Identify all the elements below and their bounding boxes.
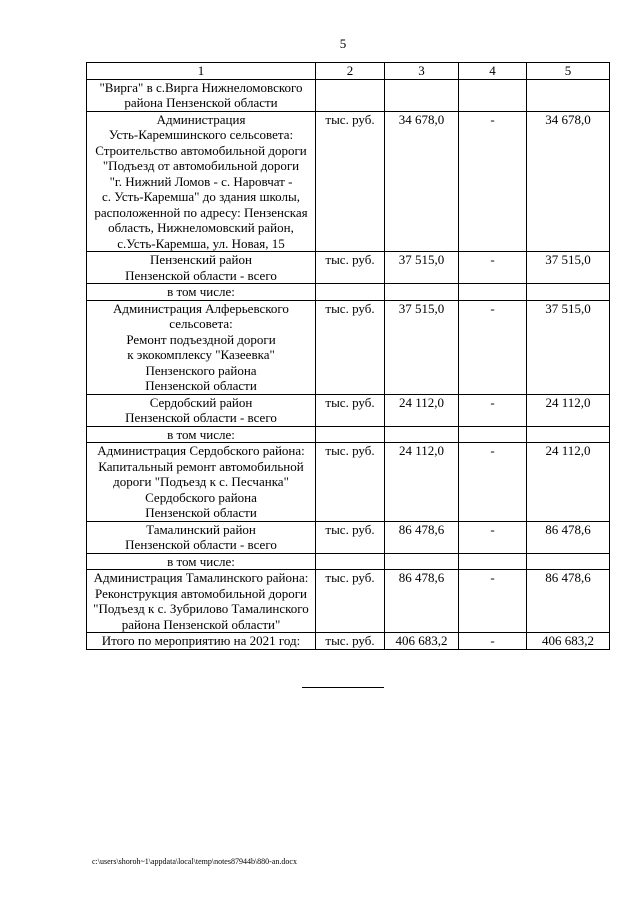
col3-value-cell: 24 112,0: [385, 394, 459, 426]
unit-cell: тыс. руб.: [316, 443, 385, 522]
table-row: [87, 79, 610, 111]
col3-value-cell: [385, 284, 459, 301]
col3-value-cell: 86 478,6: [385, 521, 459, 553]
header-cell-2: 2: [316, 63, 385, 80]
col3-value-cell: 37 515,0: [385, 300, 459, 394]
col3-value-cell: [385, 553, 459, 570]
table-row: [87, 443, 610, 522]
col5-value-cell: [527, 553, 610, 570]
col5-value-cell: 24 112,0: [527, 394, 610, 426]
file-path-footer: c:\users\shoroh~1\appdata\local\temp\notes87944b\880-an.docx: [92, 857, 297, 866]
col4-value-cell: -: [459, 252, 527, 284]
unit-cell: [316, 553, 385, 570]
header-cell-3: 3: [385, 63, 459, 80]
col3-value-cell: [385, 426, 459, 443]
row-label-cell: Тамалинский район Пензенской области - всего: [87, 521, 316, 553]
col4-value-cell: [459, 79, 527, 111]
col4-value-cell: -: [459, 633, 527, 650]
col5-value-cell: [527, 426, 610, 443]
unit-cell: [316, 284, 385, 301]
district-total-row: [87, 521, 610, 553]
header-cell-4: 4: [459, 63, 527, 80]
district-total-row: [87, 252, 610, 284]
row-label-cell: в том числе:: [87, 553, 316, 570]
col5-value-cell: [527, 284, 610, 301]
table-header-row: [87, 63, 610, 80]
subheading-row: [87, 426, 610, 443]
row-label-cell: в том числе:: [87, 284, 316, 301]
col5-value-cell: 86 478,6: [527, 521, 610, 553]
subheading-row: [87, 553, 610, 570]
unit-cell: [316, 79, 385, 111]
unit-cell: тыс. руб.: [316, 570, 385, 633]
col5-value-cell: 406 683,2: [527, 633, 610, 650]
row-label-cell: Итого по мероприятию на 2021 год:: [87, 633, 316, 650]
page-number: 5: [339, 36, 347, 51]
unit-cell: тыс. руб.: [316, 252, 385, 284]
grand-total-row: [87, 633, 610, 650]
table-row: [87, 111, 610, 252]
unit-cell: [316, 426, 385, 443]
col4-value-cell: -: [459, 111, 527, 252]
district-total-row: [87, 394, 610, 426]
header-cell-5: 5: [527, 63, 610, 80]
row-label-cell: Администрация Усть-Каремшинского сельсовета: Строительство автомобильной дороги "Подъезд от автомобильной дороги "г. Нижний Ломов - с. Наровчат - с. Усть-Каремша" до здания школы, расположенной по адресу: Пензенская область, Нижнеломовский район, с.Усть-Каремша, ул. Новая, 15: [87, 111, 316, 252]
col4-value-cell: -: [459, 521, 527, 553]
row-label-cell: Пензенский район Пензенской области - всего: [87, 252, 316, 284]
col5-value-cell: [527, 79, 610, 111]
end-of-document-rule: [302, 687, 384, 688]
row-label-cell: в том числе:: [87, 426, 316, 443]
col4-value-cell: [459, 284, 527, 301]
row-label-cell: "Вирга" в с.Вирга Нижнеломовского района Пензенской области: [87, 79, 316, 111]
col4-value-cell: -: [459, 570, 527, 633]
row-label-cell: Администрация Сердобского района: Капитальный ремонт автомобильной дороги "Подъезд к с. Песчанка" Сердобского района Пензенской области: [87, 443, 316, 522]
data-table: [86, 62, 610, 650]
col3-value-cell: 37 515,0: [385, 252, 459, 284]
col5-value-cell: 37 515,0: [527, 252, 610, 284]
col4-value-cell: -: [459, 300, 527, 394]
col5-value-cell: 34 678,0: [527, 111, 610, 252]
unit-cell: тыс. руб.: [316, 633, 385, 650]
table-row: [87, 570, 610, 633]
subheading-row: [87, 284, 610, 301]
row-label-cell: Администрация Алферьевского сельсовета: Ремонт подъездной дороги к экокомплексу "Казеевка" Пензенского района Пензенской области: [87, 300, 316, 394]
row-label-cell: Сердобский район Пензенской области - всего: [87, 394, 316, 426]
col3-value-cell: 24 112,0: [385, 443, 459, 522]
col4-value-cell: [459, 426, 527, 443]
col4-value-cell: [459, 553, 527, 570]
col4-value-cell: -: [459, 443, 527, 522]
unit-cell: тыс. руб.: [316, 111, 385, 252]
header-cell-1: 1: [87, 63, 316, 80]
col5-value-cell: 37 515,0: [527, 300, 610, 394]
col3-value-cell: 86 478,6: [385, 570, 459, 633]
col3-value-cell: 34 678,0: [385, 111, 459, 252]
table-row: [87, 300, 610, 394]
row-label-cell: Администрация Тамалинского района: Реконструкция автомобильной дороги "Подъезд к с. Зубрилово Тамалинского района Пензенской области": [87, 570, 316, 633]
unit-cell: тыс. руб.: [316, 394, 385, 426]
unit-cell: тыс. руб.: [316, 521, 385, 553]
col5-value-cell: 24 112,0: [527, 443, 610, 522]
unit-cell: тыс. руб.: [316, 300, 385, 394]
col3-value-cell: [385, 79, 459, 111]
col4-value-cell: -: [459, 394, 527, 426]
col3-value-cell: 406 683,2: [385, 633, 459, 650]
col5-value-cell: 86 478,6: [527, 570, 610, 633]
